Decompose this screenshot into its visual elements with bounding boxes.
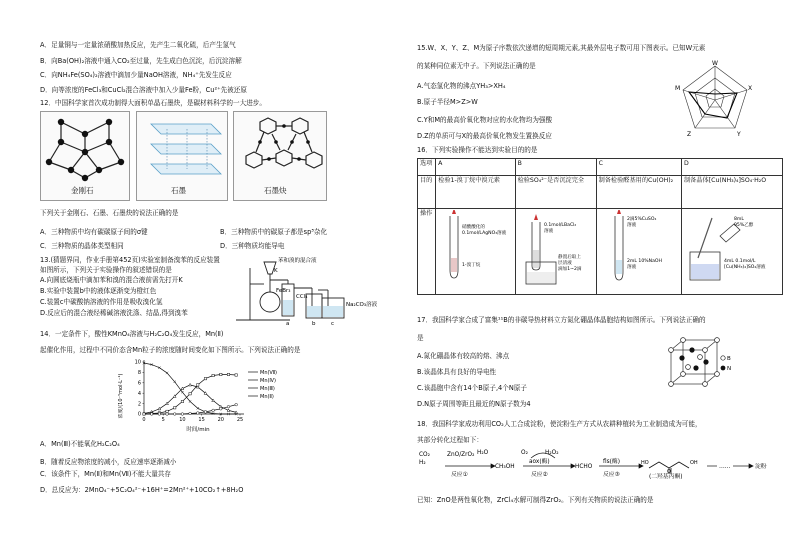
q12-option-a: A．三种物质中均有碳碳原子间的σ键 — [40, 228, 148, 236]
q17-option-d: D.N原子周围等距且最近的N原子数为4 — [417, 400, 531, 408]
op-b-text: 0.1mol/LBaCl₂ — [543, 223, 576, 228]
na2co3-label: Na₂CO₃溶液 — [346, 302, 378, 308]
op-b-text: 溶液 — [543, 229, 553, 234]
chart-point — [166, 410, 168, 412]
table-cell: 制备晶体[Cu(NH₃)₄]SO₄·H₂O — [682, 176, 783, 209]
radar-label-w: W — [712, 60, 718, 67]
chart-point — [189, 393, 191, 395]
radar-label-x: X — [748, 85, 753, 92]
chart-series-line — [144, 363, 236, 414]
q14-option-d: D．总反应为：2MnO₄⁻+5C₂O₄²⁻+16H⁺=2Mn²⁺+10CO₂↑+8H₂O — [40, 486, 244, 494]
q15-option-c: C.Y和M的最高价氧化物对应的水化物均为强酸 — [417, 116, 553, 124]
chart-x-tick-label: 15 — [198, 417, 205, 423]
op-d-text: [Cu(NH₃)₄]SO₄溶液 — [724, 265, 766, 270]
table-cell: A — [436, 159, 515, 176]
co2-starch-scheme — [417, 446, 789, 486]
chart-point — [150, 413, 153, 416]
q15-line-2: 的某种同位素无中子。下列说法正确的是 — [417, 62, 536, 70]
scheme-catalyst: ZnO/ZrO₂ — [447, 452, 475, 458]
op-b-text: 静置后取上 — [557, 255, 581, 260]
a-label: a — [286, 321, 290, 326]
test-tube-a-icon — [438, 210, 512, 290]
op-c-text: 溶液 — [626, 265, 636, 270]
chart-point — [174, 407, 176, 409]
scheme-ellipsis: …… — [719, 464, 731, 470]
table-cell-op-a — [436, 209, 515, 295]
chart-point — [181, 387, 184, 390]
scheme-hcho: HCHO — [575, 464, 593, 470]
table-cell-op-c — [596, 209, 681, 295]
q15-option-d: D.Z的单质可与X的最高价氧化物发生置换反应 — [417, 132, 552, 140]
chart-point — [227, 405, 230, 408]
q14-option-b: B．随着反应物浓度的减小，反应速率逐渐减小 — [40, 458, 177, 466]
q11-option-c: C．向NH₄Fe(SO₄)₂溶液中滴加少量NaOH溶液，NH₄⁺先发生反应 — [40, 71, 232, 79]
chart-x-tick-label: 10 — [179, 417, 186, 423]
table-row — [418, 209, 783, 295]
legend-n: N — [727, 366, 732, 372]
chart-y-tick-label: 6 — [137, 380, 141, 387]
ccl4-label: CCl₄ — [296, 294, 308, 300]
scheme-starch: 淀粉 — [755, 464, 767, 470]
chart-point — [181, 413, 184, 416]
chart-y-tick-label: 8 — [137, 370, 141, 377]
diamond-figure — [40, 111, 130, 201]
op-d-text: 4mL 0.1mol/L — [724, 259, 756, 264]
scheme-o: O — [667, 469, 671, 475]
q14-line-2: 起催化作用，过程中不同价态含Mn粒子的浓度随时间变化如下图所示。下列说法正确的是 — [40, 346, 301, 354]
chart-xlabel: 时间/min — [186, 427, 210, 432]
q14-option-c: C．该条件下，Mn(Ⅱ)和Mn(Ⅶ)不能大量共存 — [40, 470, 171, 478]
scheme-h2o: H₂O — [477, 450, 489, 456]
scheme-r3: 反应③ — [603, 472, 620, 478]
chart-point — [196, 412, 199, 415]
op-c-text: 2滴5%CuSO₄ — [626, 217, 656, 222]
chart-point — [166, 413, 169, 416]
table-cell-op-d — [682, 209, 783, 295]
chart-y-tick-label: 0 — [137, 411, 141, 418]
q17-line-2: 是 — [417, 334, 424, 342]
scheme-ch3oh: CH₃OH — [495, 464, 515, 470]
chart-point — [204, 377, 206, 379]
chart-point — [227, 373, 229, 375]
chart-point — [227, 409, 230, 412]
chart-series-line — [144, 385, 236, 414]
chart-legend-label: Mn(Ⅲ) — [260, 385, 275, 392]
chart-point — [189, 412, 192, 415]
chart-point — [158, 407, 161, 410]
scheme-aox: aox(酶) — [529, 459, 550, 465]
table-cell: 检验1-溴丁烷中溴元素 — [436, 176, 515, 209]
table-cell: 检验SO₄²⁻是否沉淀完全 — [515, 176, 596, 209]
beaker-d-icon — [684, 210, 780, 290]
chart-point — [197, 384, 199, 386]
graphite-label: 石墨 — [171, 186, 186, 195]
q13-option-d: D.反应后的混合液经稀碱溶液洗涤、结晶,得到溴苯 — [40, 309, 188, 317]
boron-nitride-cell-figure — [663, 336, 735, 396]
chart-legend-label: Mn(Ⅶ) — [260, 369, 277, 376]
chart-point — [158, 413, 161, 416]
scheme-dha: (二羟基丙酮) — [649, 474, 683, 480]
chart-point — [173, 413, 176, 416]
chart-point — [204, 411, 207, 414]
chart-y-tick-label: 4 — [137, 390, 141, 397]
mix-label: 苯和溴的混合液 — [278, 258, 317, 264]
q16-table-wrapper — [417, 158, 783, 298]
q13-line-1: 13.(猜题界同，作业手册第452页)实验室制备溴苯的反应装置 — [40, 256, 220, 264]
op-d-text: 95%乙醇 — [734, 223, 754, 228]
op-c-text: 2mL 10%NaOH — [626, 259, 662, 264]
graphdiyne-figure — [233, 111, 327, 201]
q12-option-c: C．三种物质的晶体类型相同 — [40, 242, 124, 250]
op-a-text: 1-溴丁烷 — [462, 263, 481, 268]
chart-point — [189, 383, 192, 386]
chart-x-tick-label: 0 — [142, 417, 146, 423]
table-cell: 制备检验醛基用的Cu(OH)₂ — [596, 176, 681, 209]
op-c-text: 溶液 — [626, 223, 636, 228]
mn-concentration-chart — [118, 356, 298, 432]
electron-radar-figure — [675, 60, 755, 140]
graphite-figure — [136, 111, 228, 201]
op-b-text: 滴加1~2滴 — [557, 267, 582, 272]
table-cell: C — [596, 159, 681, 176]
radar-label-y: Y — [737, 131, 741, 138]
k-label: K — [274, 268, 278, 274]
q13-line-2: 如图所示，下列关于实验操作的叙述错误的是 — [40, 266, 172, 274]
c-label: c — [331, 321, 335, 326]
chart-point — [220, 408, 223, 411]
chart-ylabel: 浓度/(10⁻⁵mol·L⁻¹) — [118, 373, 124, 419]
graphite-structure-icon — [137, 112, 227, 184]
diamond-structure-icon — [41, 112, 129, 184]
legend-b: B — [727, 356, 731, 362]
chart-point — [220, 373, 222, 375]
right-column — [397, 0, 794, 549]
chart-y-tick-label: 10 — [134, 359, 141, 366]
radar-label-z: Z — [687, 131, 692, 138]
bromobenzene-apparatus-figure — [232, 254, 392, 326]
scheme-oh: OH — [690, 460, 698, 466]
q15-line-1: 15.W、X、Y、Z、M为原子序数依次递增的短周期元素,其最外层电子数可用下图表示。已知W元素 — [417, 44, 706, 52]
q17-line-1: 17．我国科学家合成了富集¹¹B的非碳导热材料立方氮化硼晶体晶胞结构如图所示。下列说法正确的 — [417, 316, 706, 324]
table-cell-header: 目的 — [418, 176, 436, 209]
chart-point — [212, 409, 215, 412]
scheme-h2: H₂ — [419, 460, 426, 466]
chart-point — [212, 374, 214, 376]
q17-option-a: A.氮化硼晶体有较高的熔、沸点 — [417, 352, 510, 360]
scheme-co2: CO₂ — [419, 452, 430, 458]
b-label: b — [312, 321, 316, 326]
scheme-o2: O₂ — [521, 450, 528, 456]
q13-option-b: B.实验中装置b中的液体逐渐变为橙红色 — [40, 287, 157, 295]
q14-line-1: 14．一定条件下，酸性KMnO₄溶液与H₂C₂O₄发生反应，Mn(Ⅱ) — [40, 330, 224, 338]
q12-option-d: D．三种物质均能导电 — [220, 242, 285, 250]
op-a-text: 0.1mol/LAgNO₃溶液 — [462, 231, 507, 236]
chart-point — [235, 374, 237, 376]
table-row — [418, 176, 783, 209]
table-cell-header: 操作 — [418, 209, 436, 295]
q15-option-a: A.气态氢化物的沸点YH₃>XH₄ — [417, 82, 506, 90]
chart-point — [181, 400, 183, 402]
q13-option-a: A.向圆底烧瓶中滴加苯和溴的混合液前需先打开K — [40, 276, 183, 284]
q11-option-d: D．向等浓度的FeCl₃和CuCl₂混合溶液中加入少量Fe粉，Cu²⁺先被还原 — [40, 86, 247, 94]
graphdiyne-structure-icon — [234, 112, 326, 184]
q11-option-b: B．向Ba(OH)₂溶液中通入CO₂至过量，先生成白色沉淀，后沉淀溶解 — [40, 57, 242, 65]
test-tube-c-icon — [599, 210, 679, 290]
chart-x-tick-label: 20 — [217, 417, 224, 423]
graphdiyne-label: 石墨炔 — [264, 186, 287, 195]
q16-table — [417, 158, 783, 295]
chart-x-tick-label: 25 — [236, 417, 244, 423]
q16-stem: 16．下列实验操作不能达到实验目的的是 — [417, 146, 538, 154]
scheme-r2: 反应② — [531, 472, 548, 478]
chart-point — [143, 413, 146, 416]
table-cell: D — [682, 159, 783, 176]
scheme-h2o2: H₂O₂ — [545, 450, 559, 456]
febr3-label: FeBr₃ — [276, 288, 291, 294]
scheme-ho: HO — [641, 460, 649, 466]
chart-point — [235, 403, 238, 406]
q17-option-b: B.该晶体具有良好的导电性 — [417, 368, 497, 376]
table-cell-header: 选项 — [418, 159, 436, 176]
table-row — [418, 159, 783, 176]
q12-question: 下列关于金刚石、石墨、石墨炔的说法正确的是 — [40, 209, 179, 217]
chart-point — [235, 411, 238, 414]
chart-y-tick-label: 2 — [137, 401, 141, 408]
q15-option-b: B.原子半径M>Z>W — [417, 98, 478, 106]
diamond-label: 金刚石 — [71, 186, 94, 195]
chart-legend-label: Mn(Ⅱ) — [260, 393, 274, 400]
scheme-fls: fls(酶) — [603, 459, 620, 465]
chart-legend-label: Mn(Ⅳ) — [260, 377, 276, 384]
chart-x-tick-label: 5 — [161, 417, 165, 423]
op-a-text: 硝酸酸化的 — [462, 225, 486, 230]
table-cell: B — [515, 159, 596, 176]
beaker-b-icon — [518, 210, 594, 290]
q14-option-a: A．Mn(Ⅲ)不能氧化H₂C₂O₄ — [40, 440, 120, 448]
q12-option-b: B．三种物质中的碳原子都是sp³杂化 — [220, 228, 328, 236]
q12-stem: 12．中国科学家首次成功制得大面积单晶石墨炔，是碳材料科学的一大进步。 — [40, 99, 266, 107]
radar-label-m: M — [675, 85, 681, 92]
q18-line-2: 其部分转化过程如下： — [417, 436, 483, 444]
table-cell-op-b — [515, 209, 596, 295]
q17-option-c: C.该晶胞中含有14个B原子,4个N原子 — [417, 384, 527, 392]
scheme-r1: 反应① — [451, 472, 468, 478]
q18-line-1: 18．我国科学家成功利用CO₂人工合成淀粉，使淀粉生产方式从农耕种植转为工业制造成为可能， — [417, 420, 702, 428]
q11-option-a: A．足量铜与一定量浓硝酸加热反应，先产生二氧化硫，后产生氢气 — [40, 41, 236, 49]
q18-note: 已知：ZnO是两性氧化物，ZrCl₄水解可制得ZrO₂。下列有关物质的说法正确的是 — [417, 496, 654, 504]
op-b-text: 层清液 — [557, 261, 572, 266]
op-d-text: 8mL — [734, 217, 744, 222]
q13-option-c: C.装置c中碳酸钠溶液的作用是吸收溴化氢 — [40, 298, 163, 306]
